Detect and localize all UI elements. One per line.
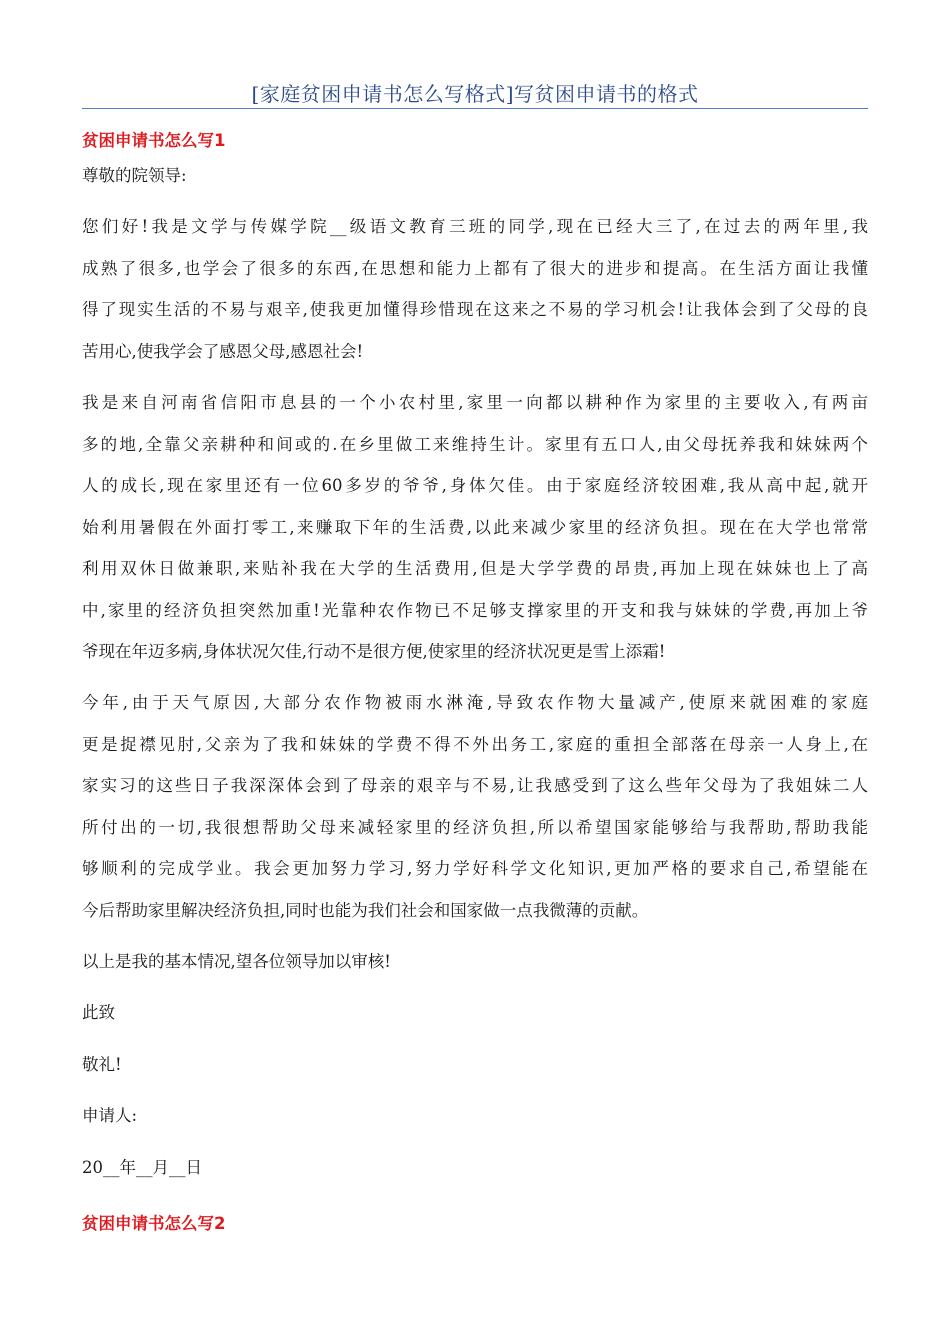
paragraph-1-line: 成熟了很多,也学会了很多的东西,在思想和能力上都有了很大的进步和提高。在生活方面让我懂 — [82, 259, 868, 278]
header-divider — [82, 108, 868, 109]
paragraph-1-line: 苦用心,使我学会了感恩父母,感恩社会! — [82, 342, 364, 361]
section-heading-1: 贫困申请书怎么写1 — [82, 131, 226, 150]
paragraph-2-line: 爷现在年迈多病,身体状况欠佳,行动不是很方便,使家里的经济状况更是雪上添霜! — [82, 642, 666, 661]
paragraph-2-line: 始利用暑假在外面打零工,来赚取下年的生活费,以此来减少家里的经济负担。现在在大学也常常 — [82, 518, 868, 537]
paragraph-2-line: 多的地,全靠父亲耕种和间或的.在乡里做工来维持生计。家里有五口人,由父母抚养我和妹妹两个 — [82, 435, 868, 454]
salutation: 尊敬的院领导: — [82, 166, 187, 185]
applicant-label: 申请人: — [82, 1106, 138, 1125]
closing-salute: 敬礼! — [82, 1055, 122, 1074]
page-title: [家庭贫困申请书怎么写格式]写贫困申请书的格式 — [251, 82, 699, 106]
closing-respectfully: 此致 — [82, 1003, 115, 1022]
paragraph-2-line: 中,家里的经济负担突然加重!光靠种农作物已不足够支撑家里的开支和我与妹妹的学费,再加上爷 — [82, 601, 868, 620]
paragraph-3-line: 家实习的这些日子我深深体会到了母亲的艰辛与不易,让我感受到了这么些年父母为了我姐妹二人 — [82, 776, 868, 795]
paragraph-1-line: 您们好!我是文学与传媒学院__级语文教育三班的同学,现在已经大三了,在过去的两年里,我 — [82, 217, 868, 236]
paragraph-3-line: 够顺利的完成学业。我会更加努力学习,努力学好科学文化知识,更加严格的要求自己,希望能在 — [82, 859, 868, 878]
paragraph-2-line: 人的成长,现在家里还有一位60多岁的爷爷,身体欠佳。由于家庭经济较困难,我从高中起,就开 — [82, 476, 868, 495]
closing-request: 以上是我的基本情况,望各位领导加以审核! — [82, 952, 391, 971]
paragraph-2-line: 我是来自河南省信阳市息县的一个小农村里,家里一向都以耕种作为家里的主要收入,有两亩 — [82, 393, 868, 412]
paragraph-3-line: 今后帮助家里解决经济负担,同时也能为我们社会和国家做一点我微薄的贡献。 — [82, 901, 649, 920]
date-line: 20__年__月__日 — [82, 1158, 202, 1177]
paragraph-3-line: 今年,由于天气原因,大部分农作物被雨水淋淹,导致农作物大量减产,使原来就困难的家庭 — [82, 693, 868, 712]
paragraph-2-line: 利用双休日做兼职,来贴补我在大学的生活费用,但是大学学费的昂贵,再加上现在妹妹也上了高 — [82, 559, 868, 578]
paragraph-1-line: 得了现实生活的不易与艰辛,使我更加懂得珍惜现在这来之不易的学习机会!让我体会到了父母的良 — [82, 300, 868, 319]
paragraph-3-line: 更是捉襟见肘,父亲为了我和妹妹的学费不得不外出务工,家庭的重担全部落在母亲一人身上,在 — [82, 735, 868, 754]
paragraph-3-line: 所付出的一切,我很想帮助父母来减轻家里的经济负担,所以希望国家能够给与我帮助,帮助我能 — [82, 818, 868, 837]
section-heading-2: 贫困申请书怎么写2 — [82, 1214, 226, 1233]
